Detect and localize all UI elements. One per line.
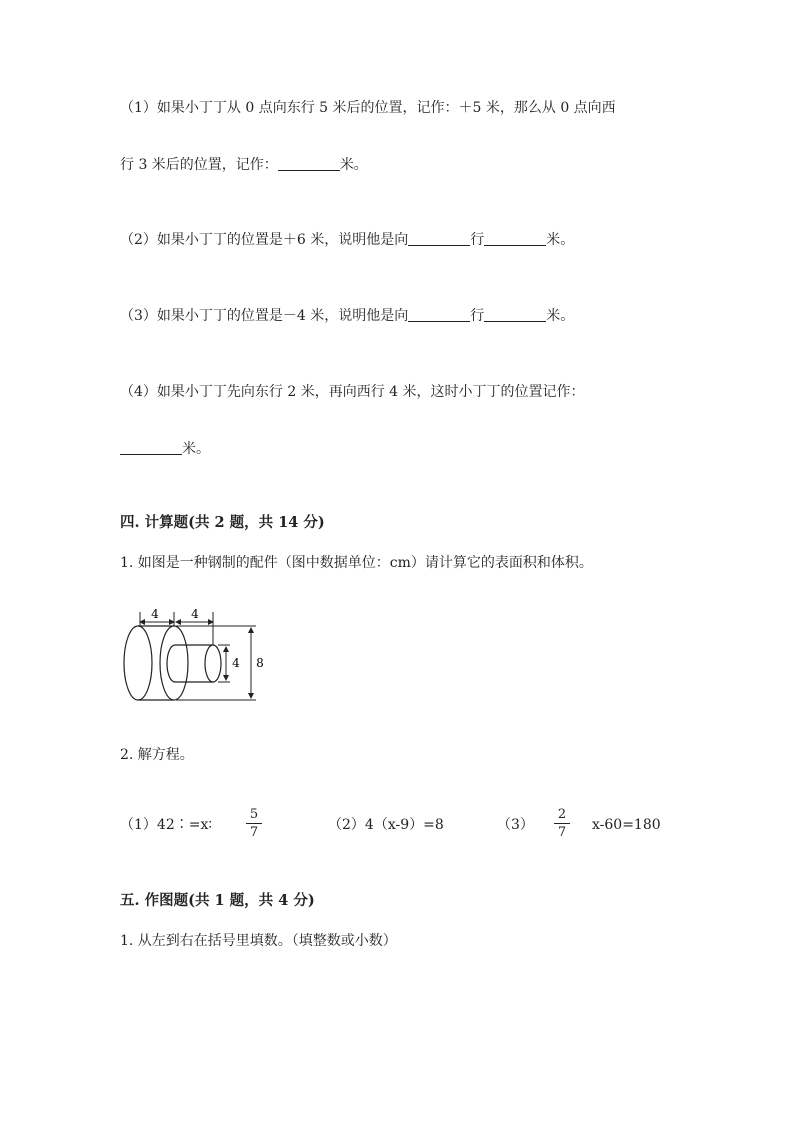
q1-line2 — [120, 155, 368, 175]
equation-3-fraction — [554, 807, 570, 840]
answer-blank[interactable] — [408, 307, 470, 322]
answer-blank[interactable] — [408, 231, 470, 246]
fraction-bar — [554, 823, 570, 824]
section4-q2: 2. 解方程。 — [120, 747, 194, 763]
label-top-right: 4 — [191, 607, 199, 621]
q3-unit: 米。 — [546, 308, 575, 324]
section5-heading: 五. 作图题(共 1 题，共 4 分) — [120, 892, 315, 909]
cylinder-figure — [118, 600, 278, 710]
equation-2: （2）4（x-9）=8 — [328, 817, 444, 833]
q1-line2-unit: 米。 — [339, 157, 368, 173]
q4-line1: （4）如果小丁丁先向东行 2 米，再向西行 4 米，这时小丁丁的位置记作： — [120, 384, 585, 400]
answer-blank[interactable] — [120, 440, 182, 455]
q4-line2 — [120, 439, 210, 459]
section4-q1: 1. 如图是一种钢制的配件（图中数据单位：cm）请计算它的表面积和体积。 — [120, 555, 593, 571]
equation-1-text: （1）42∶=x∶ — [120, 817, 212, 833]
equation-3-text: x-60=180 — [592, 817, 661, 833]
q2-text: （2）如果小丁丁的位置是＋6 米，说明他是向 — [120, 232, 409, 248]
q2-unit: 米。 — [546, 232, 575, 248]
q3-mid: 行 — [470, 308, 485, 324]
label-outer-height: 8 — [256, 656, 264, 670]
section5-q1: 1. 从左到右在括号里填数。（填整数或小数） — [120, 933, 397, 949]
label-inner-height: 4 — [232, 656, 240, 670]
q3-line — [120, 306, 574, 326]
fraction-numerator: 5 — [249, 807, 259, 822]
q1-line2-text: 行 3 米后的位置，记作： — [120, 157, 278, 173]
answer-blank[interactable] — [484, 307, 546, 322]
answer-blank[interactable] — [278, 156, 340, 171]
q1-line1: （1）如果小丁丁从 0 点向东行 5 米后的位置，记作：＋5 米，那么从 0 点向西 — [120, 100, 616, 116]
section4-heading: 四. 计算题(共 2 题，共 14 分) — [120, 514, 325, 531]
answer-blank[interactable] — [484, 231, 546, 246]
q3-text: （3）如果小丁丁的位置是－4 米，说明他是向 — [120, 308, 409, 324]
q2-mid: 行 — [470, 232, 485, 248]
fraction-bar — [246, 823, 262, 824]
q2-line — [120, 230, 574, 250]
equation-3-label: （3） — [497, 817, 534, 833]
equation-1-fraction — [246, 807, 262, 840]
small-cylinder-front — [205, 645, 221, 682]
fraction-numerator: 2 — [557, 807, 567, 822]
label-top-left: 4 — [151, 607, 159, 621]
large-cylinder-front — [160, 626, 188, 700]
q4-unit: 米。 — [182, 441, 210, 457]
large-cylinder-back — [124, 626, 152, 700]
fraction-denominator: 7 — [249, 825, 259, 840]
fraction-denominator: 7 — [557, 825, 567, 840]
